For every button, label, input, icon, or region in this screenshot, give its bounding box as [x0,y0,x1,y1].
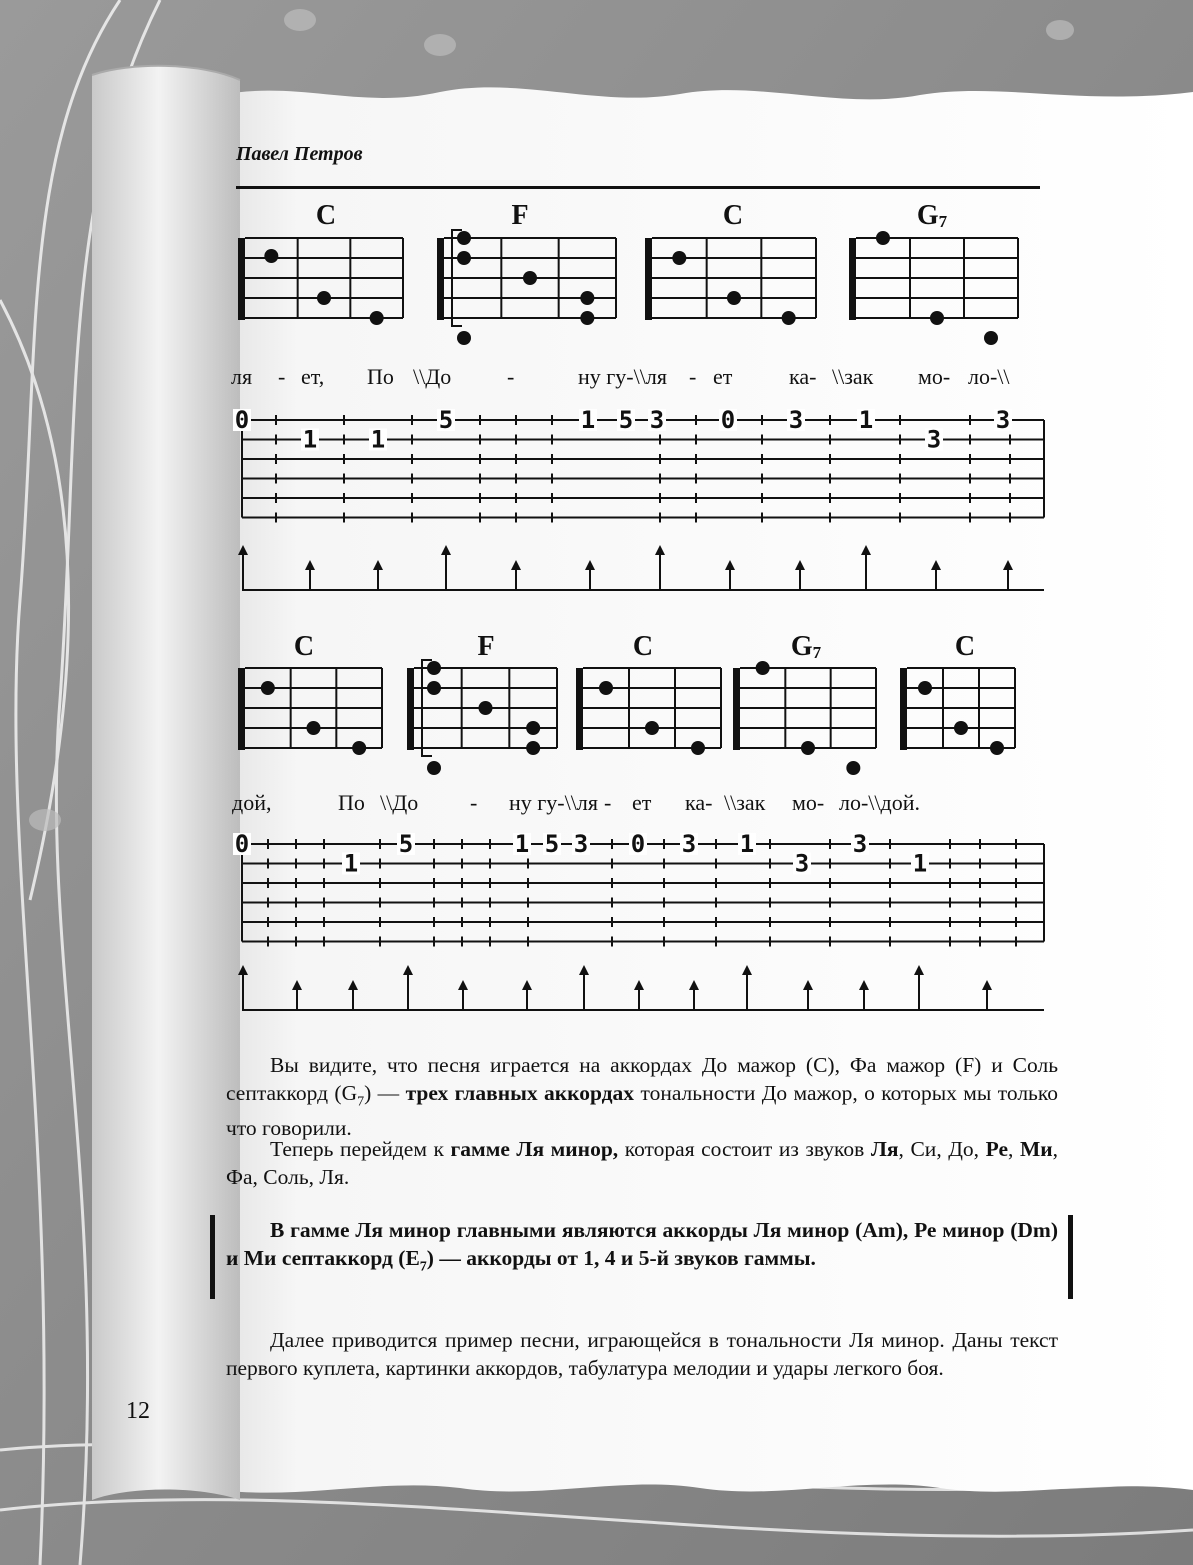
finger-dot [427,761,441,775]
tab-fret-number: 3 [649,406,665,434]
strum-arrow-head [511,560,521,570]
tab-fret-number: 1 [514,830,530,858]
finger-dot [523,271,537,285]
finger-dot [645,721,659,735]
strum-arrow-head [238,965,248,975]
strum-arrow-head [305,560,315,570]
finger-dot [526,741,540,755]
finger-dot [782,311,796,325]
tab-fret-number: 5 [618,406,634,434]
paragraph-chords: Вы видите, что песня играется на аккордах До мажор (C), Фа мажор (F) и Соль септаккорд $(G_7)$ — трех главных аккордах тональности До мажор, о которых мы только что говорили. [226,1053,1058,1141]
finger-dot [580,311,594,325]
lyric-syllable: \\зак [724,790,766,815]
chord-nut [437,238,444,320]
chord-nut [849,238,856,320]
strum-arrow-head [292,980,302,990]
lyric-syllable: - [507,364,515,389]
finger-dot [370,311,384,325]
finger-dot [954,721,968,735]
strum-arrow-head [458,980,468,990]
finger-dot [479,701,493,715]
chord-name: $G_7$ [916,200,948,231]
chord-name: C [722,200,744,231]
chord-nut [238,668,245,750]
chord-name: F [477,631,495,662]
finger-dot [691,741,705,755]
finger-dot [526,721,540,735]
strum-arrow-head [931,560,941,570]
finger-dot [918,681,932,695]
finger-dot [264,249,278,263]
chord-nut [733,668,740,750]
finger-dot [457,251,471,265]
finger-dot [317,291,331,305]
finger-dot [599,681,613,695]
tab-fret-number: 1 [912,849,928,878]
chord-nut [576,668,583,750]
strum-arrow-head [348,980,358,990]
lyric-syllable: ну гу-\\ля [578,364,667,389]
lyric-syllable: ет [713,364,733,389]
tab-fret-number: 3 [995,406,1011,434]
finger-dot [984,331,998,345]
chord-nut [238,238,245,320]
strum-arrow-head [522,980,532,990]
strum-arrow-head [795,560,805,570]
lyric-syllable: \\До [380,790,419,815]
strum-arrow-head [441,545,451,555]
finger-dot [801,741,815,755]
chord-nut [407,668,414,750]
strum-arrow-head [861,545,871,555]
strum-arrow-head [914,965,924,975]
tab-fret-number: 3 [852,830,868,858]
strum-arrow-head [689,980,699,990]
lyric-syllable: ну гу-\\ля [509,790,598,815]
lyric-syllable: ка- [789,364,817,389]
strum-arrow-head [982,980,992,990]
finger-dot [930,311,944,325]
lyric-syllable: По [338,790,365,815]
chord-name: C [954,631,976,662]
tab-fret-number: 5 [398,830,414,858]
lyric-syllable: ля [231,364,253,389]
tab-fret-number: 1 [858,406,874,434]
lyric-syllable: ка- [685,790,713,815]
tab-fret-number: 0 [720,406,736,434]
strum-arrow-head [634,980,644,990]
paragraph-next-example: Далее приводится пример песни, играющейся в тональности Ля минор. Даны текст первого куплета, картинки аккордов, табулатура мелодии и удары легкого боя. [226,1328,1058,1380]
tab-fret-number: 3 [681,830,697,858]
callout-bar-right [1068,1215,1073,1299]
lyric-syllable: - [470,790,478,815]
tab-fret-number: 1 [739,830,755,858]
tab-fret-number: 3 [926,425,942,454]
tab-fret-number: 1 [370,425,386,454]
finger-dot [876,231,890,245]
lyric-syllable: По [367,364,394,389]
finger-dot [990,741,1004,755]
chord-name: C [315,200,337,231]
chord-nut [900,668,907,750]
finger-dot [457,331,471,345]
tab-fret-number: 3 [573,830,589,858]
lyric-syllable: - [604,790,612,815]
strum-arrow-head [585,560,595,570]
lyric-syllable: ло-\\дой. [839,790,920,815]
strum-arrow-head [373,560,383,570]
tab-fret-number: 1 [302,425,318,454]
tab-fret-number: 3 [794,849,810,878]
finger-dot [427,661,441,675]
strum-arrow-head [803,980,813,990]
lyric-syllable: дой, [232,790,272,815]
lyric-syllable: \\До [413,364,452,389]
strum-arrow-head [579,965,589,975]
strum-arrow-head [238,545,248,555]
finger-dot [580,291,594,305]
page-number: 12 [126,1398,150,1424]
lyric-syllable: ет, [301,364,325,389]
chord-name: C [293,631,315,662]
strum-arrow-head [1003,560,1013,570]
tab-fret-number: 1 [580,406,596,434]
strum-arrow-head [859,980,869,990]
chord-nut [645,238,652,320]
strum-arrow-head [655,545,665,555]
tab-fret-number: 0 [630,830,646,858]
finger-dot [756,661,770,675]
lyric-syllable: - [689,364,697,389]
finger-dot [846,761,860,775]
chord-name: $G_7$ [790,631,822,662]
chord-name: F [511,200,529,231]
finger-dot [457,231,471,245]
strum-arrow-head [403,965,413,975]
lyric-syllable: мо- [792,790,825,815]
finger-dot [352,741,366,755]
callout-main-chords: В гамме Ля минор главными являются аккорды Ля минор (Am), Ре минор (Dm) и Ми септаккорд $(E_7)$ — аккорды от 1, 4 и 5-й звуков гаммы. [226,1218,1058,1274]
tab-fret-number: 1 [343,849,359,878]
lyric-syllable: \\зак [832,364,874,389]
finger-dot [727,291,741,305]
lyric-syllable: мо- [918,364,951,389]
finger-dot [672,251,686,265]
lyric-syllable: - [278,364,286,389]
author-name: Павел Петров [236,143,363,165]
finger-dot [427,681,441,695]
tab-fret-number: 3 [788,406,804,434]
finger-dot [261,681,275,695]
finger-dot [307,721,321,735]
lyric-syllable: ло-\\ [968,364,1010,389]
paragraph-scale: Теперь перейдем к гамме Ля минор, которая состоит из звуков Ля, Си, До, Ре, Ми, Фа, Соль, Ля. [226,1137,1059,1189]
chord-name: C [632,631,654,662]
tab-fret-number: 0 [234,830,250,858]
tab-fret-number: 5 [544,830,560,858]
strum-arrow-head [742,965,752,975]
lyric-syllable: ет [632,790,652,815]
callout-bar-left [210,1215,215,1299]
strum-arrow-head [725,560,735,570]
tab-fret-number: 0 [234,406,250,434]
tab-fret-number: 5 [438,406,454,434]
